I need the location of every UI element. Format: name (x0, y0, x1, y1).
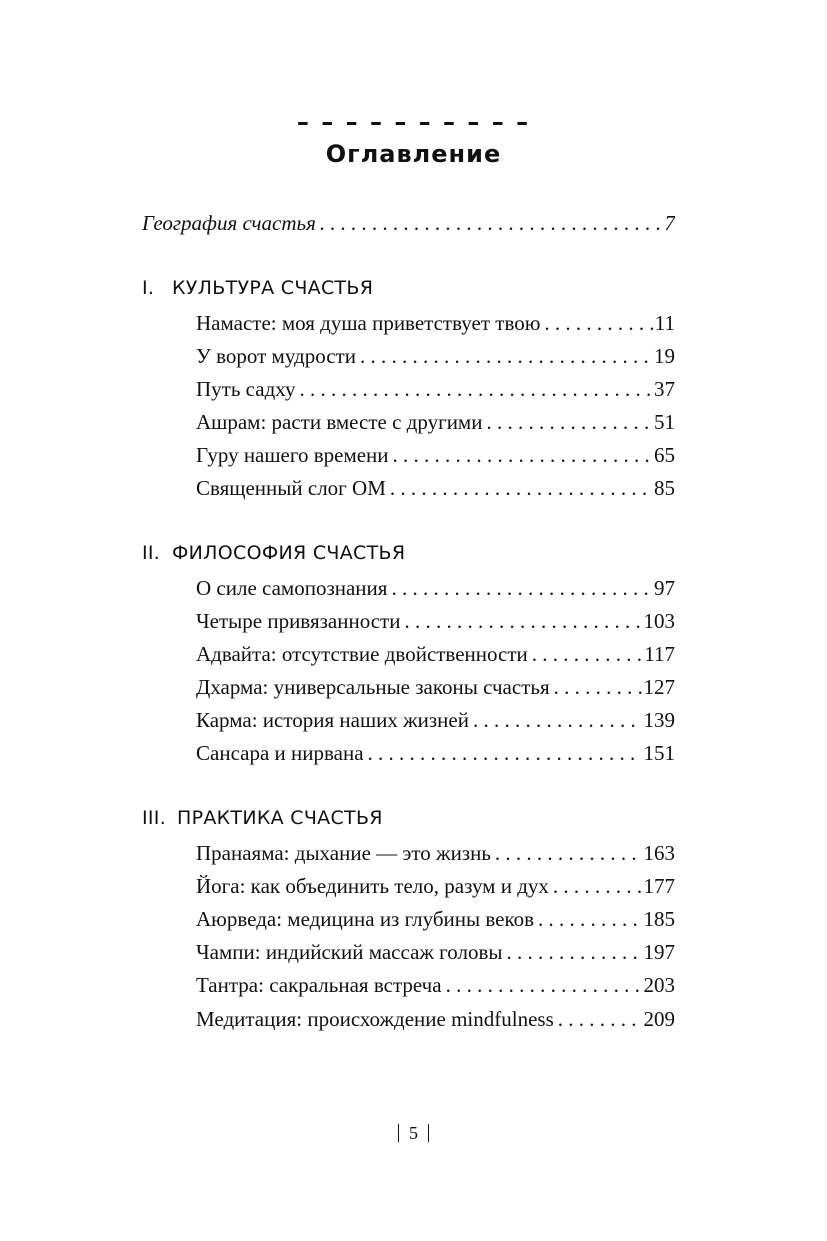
dot-leader (446, 970, 642, 1000)
dot-leader (486, 407, 652, 437)
toc-entry-page: 127 (643, 675, 675, 699)
dot-leader (404, 606, 641, 636)
dot-leader (538, 904, 641, 934)
section-heading-2 (142, 539, 405, 567)
toc-entry-page: 139 (643, 708, 675, 732)
dot-leader (368, 738, 642, 768)
toc-entry-page: 103 (643, 609, 675, 633)
page-title: Оглавление (325, 140, 502, 168)
toc-entry-page: 11 (654, 311, 675, 335)
toc-entry-page: 65 (654, 443, 675, 467)
toc-entry-label: О силе самопознания (196, 576, 388, 600)
toc-entry-label: Пранаяма: дыхание — это жизнь (196, 841, 491, 865)
toc-entry-page: 203 (643, 973, 675, 997)
section-heading-3 (142, 804, 383, 832)
toc-entry-label: Священный слог ОМ (196, 476, 386, 500)
dot-leader (393, 440, 652, 470)
toc-entry-page: 7 (664, 211, 675, 235)
toc-entry[interactable] (196, 473, 675, 503)
toc-entry-label: У ворот мудрости (196, 344, 356, 368)
page-folio (0, 1121, 827, 1145)
toc-entry-page: 177 (643, 874, 675, 898)
dot-leader (320, 208, 663, 238)
toc-entry[interactable] (196, 407, 675, 437)
toc-entry-page: 117 (644, 642, 675, 666)
toc-entry-page: 51 (654, 410, 675, 434)
section-number: I. (142, 277, 155, 299)
toc-entry-label: Чампи: индийский массаж головы (196, 940, 503, 964)
toc-entry-label: Ашрам: расти вместе с другими (196, 410, 483, 434)
toc-entry-page: 163 (643, 841, 675, 865)
toc-entry-label: Тантра: сакральная встреча (196, 973, 442, 997)
toc-entry-label: Медитация: происхождение mindfulness (196, 1007, 554, 1031)
section-title: ФИЛОСОФИЯ СЧАСТЬЯ (172, 542, 406, 564)
section-title: КУЛЬТУРА СЧАСТЬЯ (172, 277, 374, 299)
dot-leader (473, 705, 642, 735)
section-number: III. (142, 807, 167, 829)
title-dash-rule: – – – – – – – – – – (296, 108, 531, 136)
toc-entry-intro[interactable] (142, 208, 675, 238)
toc-entry[interactable] (196, 1004, 675, 1034)
toc-entry-label: Путь садху (196, 377, 296, 401)
dot-leader (495, 838, 642, 868)
toc-entry[interactable] (196, 374, 675, 404)
toc-entry-label: Карма: история наших жизней (196, 708, 469, 732)
toc-entry-label: Сансара и нирвана (196, 741, 364, 765)
toc-entry-page: 185 (643, 907, 675, 931)
toc-entry[interactable] (196, 341, 675, 371)
section-number: II. (142, 542, 161, 564)
dot-leader (532, 639, 642, 669)
toc-entry[interactable] (196, 838, 675, 868)
toc-entry-label: Адвайта: отсутствие двойственности (196, 642, 528, 666)
section-heading-1 (142, 274, 373, 302)
toc-entry-label: Аюрведа: медицина из глубины веков (196, 907, 535, 931)
dot-leader (558, 1004, 642, 1034)
toc-entry[interactable] (196, 904, 675, 934)
toc-entry-page: 151 (643, 741, 675, 765)
section-title: ПРАКТИКА СЧАСТЬЯ (177, 807, 383, 829)
dot-leader (299, 374, 652, 404)
toc-entry-label: География счастья (142, 211, 316, 235)
dot-leader (390, 473, 652, 503)
toc-entry[interactable] (196, 440, 675, 470)
toc-entry[interactable] (196, 871, 675, 901)
dot-leader (554, 672, 642, 702)
toc-entry[interactable] (196, 970, 675, 1000)
toc-entry-label: Четыре привязанности (196, 609, 401, 633)
toc-entry[interactable] (196, 937, 675, 967)
toc-entry-page: 209 (643, 1007, 675, 1031)
toc-entry-label: Дхарма: универсальные законы счастья (196, 675, 550, 699)
page-number: 5 (409, 1123, 418, 1143)
toc-entry-label: Гуру нашего времени (196, 443, 389, 467)
toc-entry[interactable] (196, 573, 675, 603)
toc-entry-page: 19 (654, 344, 675, 368)
toc-entry-label: Йога: как объединить тело, разум и дух (196, 874, 549, 898)
dot-leader (360, 341, 652, 371)
toc-entry[interactable] (196, 672, 675, 702)
toc-entry[interactable] (196, 308, 675, 338)
toc-entry[interactable] (196, 639, 675, 669)
dot-leader (553, 871, 642, 901)
folio-bar-left (398, 1124, 399, 1142)
toc-entry-page: 197 (643, 940, 675, 964)
toc-entry-label: Намасте: моя душа приветствует твою (196, 311, 541, 335)
toc-entry-page: 85 (654, 476, 675, 500)
dot-leader (544, 308, 652, 338)
dot-leader (506, 937, 641, 967)
toc-entry-page: 37 (654, 377, 675, 401)
toc-entry[interactable] (196, 606, 675, 636)
dot-leader (391, 573, 652, 603)
toc-entry[interactable] (196, 738, 675, 768)
toc-entry-page: 97 (654, 576, 675, 600)
toc-entry[interactable] (196, 705, 675, 735)
folio-bar-right (428, 1124, 429, 1142)
